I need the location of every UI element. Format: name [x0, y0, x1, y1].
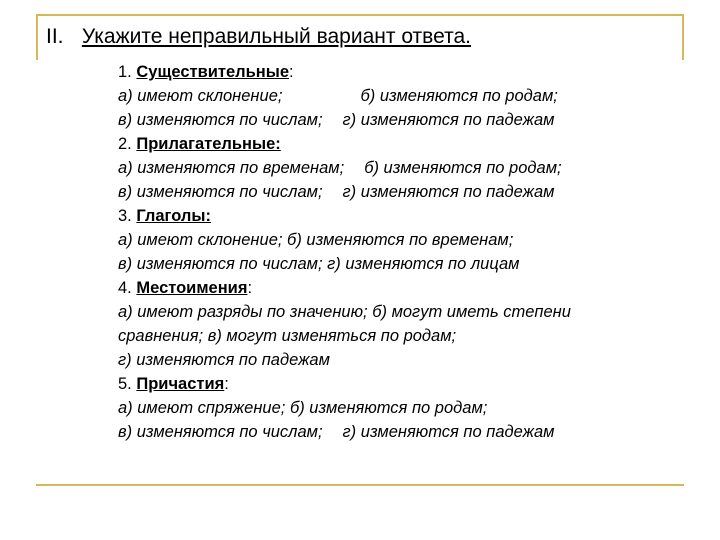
option-g: г) изменяются по падежам — [342, 183, 555, 201]
option-b-continued: сравнения; — [118, 327, 204, 345]
question-suffix: : — [289, 63, 294, 81]
option-v: в) изменяются по числам; — [118, 255, 323, 273]
question-number: 2. — [118, 135, 132, 153]
option-a: а) изменяются по временам; — [118, 159, 345, 177]
heading-number: II. — [46, 25, 64, 48]
question-number: 3. — [118, 207, 132, 225]
option-v: в) изменяются по числам; — [118, 111, 323, 129]
question-title-row — [118, 60, 698, 84]
question-title: Глаголы: — [136, 207, 211, 225]
question-title: Существительные — [136, 63, 289, 81]
option-g: г) изменяются по лицам — [327, 255, 520, 273]
top-border-line — [36, 14, 684, 16]
question-title: Прилагательные: — [136, 135, 281, 153]
option-g: г) изменяются по падежам — [342, 111, 555, 129]
option-g: г) изменяются по падежам — [118, 351, 330, 369]
option-a: а) имеют склонение; — [118, 87, 283, 105]
question-suffix: : — [224, 375, 229, 393]
question-number: 5. — [118, 375, 132, 393]
question-suffix: : — [247, 279, 253, 297]
options-row — [118, 324, 698, 348]
question-title: Причастия — [136, 375, 225, 393]
option-a: а) имеют склонение; — [118, 231, 283, 249]
options-row — [118, 396, 698, 420]
question-number: 4. — [118, 279, 132, 297]
question-list — [118, 60, 698, 444]
option-a: а) имеют разряды по значению; — [118, 303, 368, 321]
options-row — [118, 108, 698, 132]
options-row — [118, 252, 698, 276]
options-row — [118, 84, 698, 108]
left-border-line — [36, 14, 38, 60]
options-row — [118, 228, 698, 252]
option-b: б) могут иметь степени — [372, 303, 571, 321]
question-title-row — [118, 204, 698, 228]
question-title-row — [118, 276, 698, 300]
options-row — [118, 348, 698, 372]
bottom-border-line — [36, 484, 684, 486]
question-title-row — [118, 132, 698, 156]
options-row — [118, 300, 698, 324]
options-row — [118, 180, 698, 204]
option-b: б) изменяются по родам; — [360, 87, 558, 105]
option-g: г) изменяются по падежам — [342, 423, 555, 441]
question-title: Местоимения — [136, 279, 248, 297]
question-number: 1. — [118, 63, 132, 81]
option-b: б) изменяются по родам; — [364, 159, 562, 177]
options-row — [118, 156, 698, 180]
option-v: в) изменяются по числам; — [118, 423, 323, 441]
option-b: б) изменяются по временам; — [287, 231, 514, 249]
right-border-line — [682, 14, 684, 60]
option-v: в) могут изменяться по родам; — [207, 327, 457, 345]
question-title-row — [118, 372, 698, 396]
slide-heading — [46, 24, 471, 50]
option-v: в) изменяются по числам; — [118, 183, 323, 201]
heading-text: Укажите неправильный вариант ответа. — [81, 25, 471, 48]
option-a: а) имеют спряжение; — [118, 399, 286, 417]
option-b: б) изменяются по родам; — [289, 399, 488, 417]
options-row — [118, 420, 698, 444]
